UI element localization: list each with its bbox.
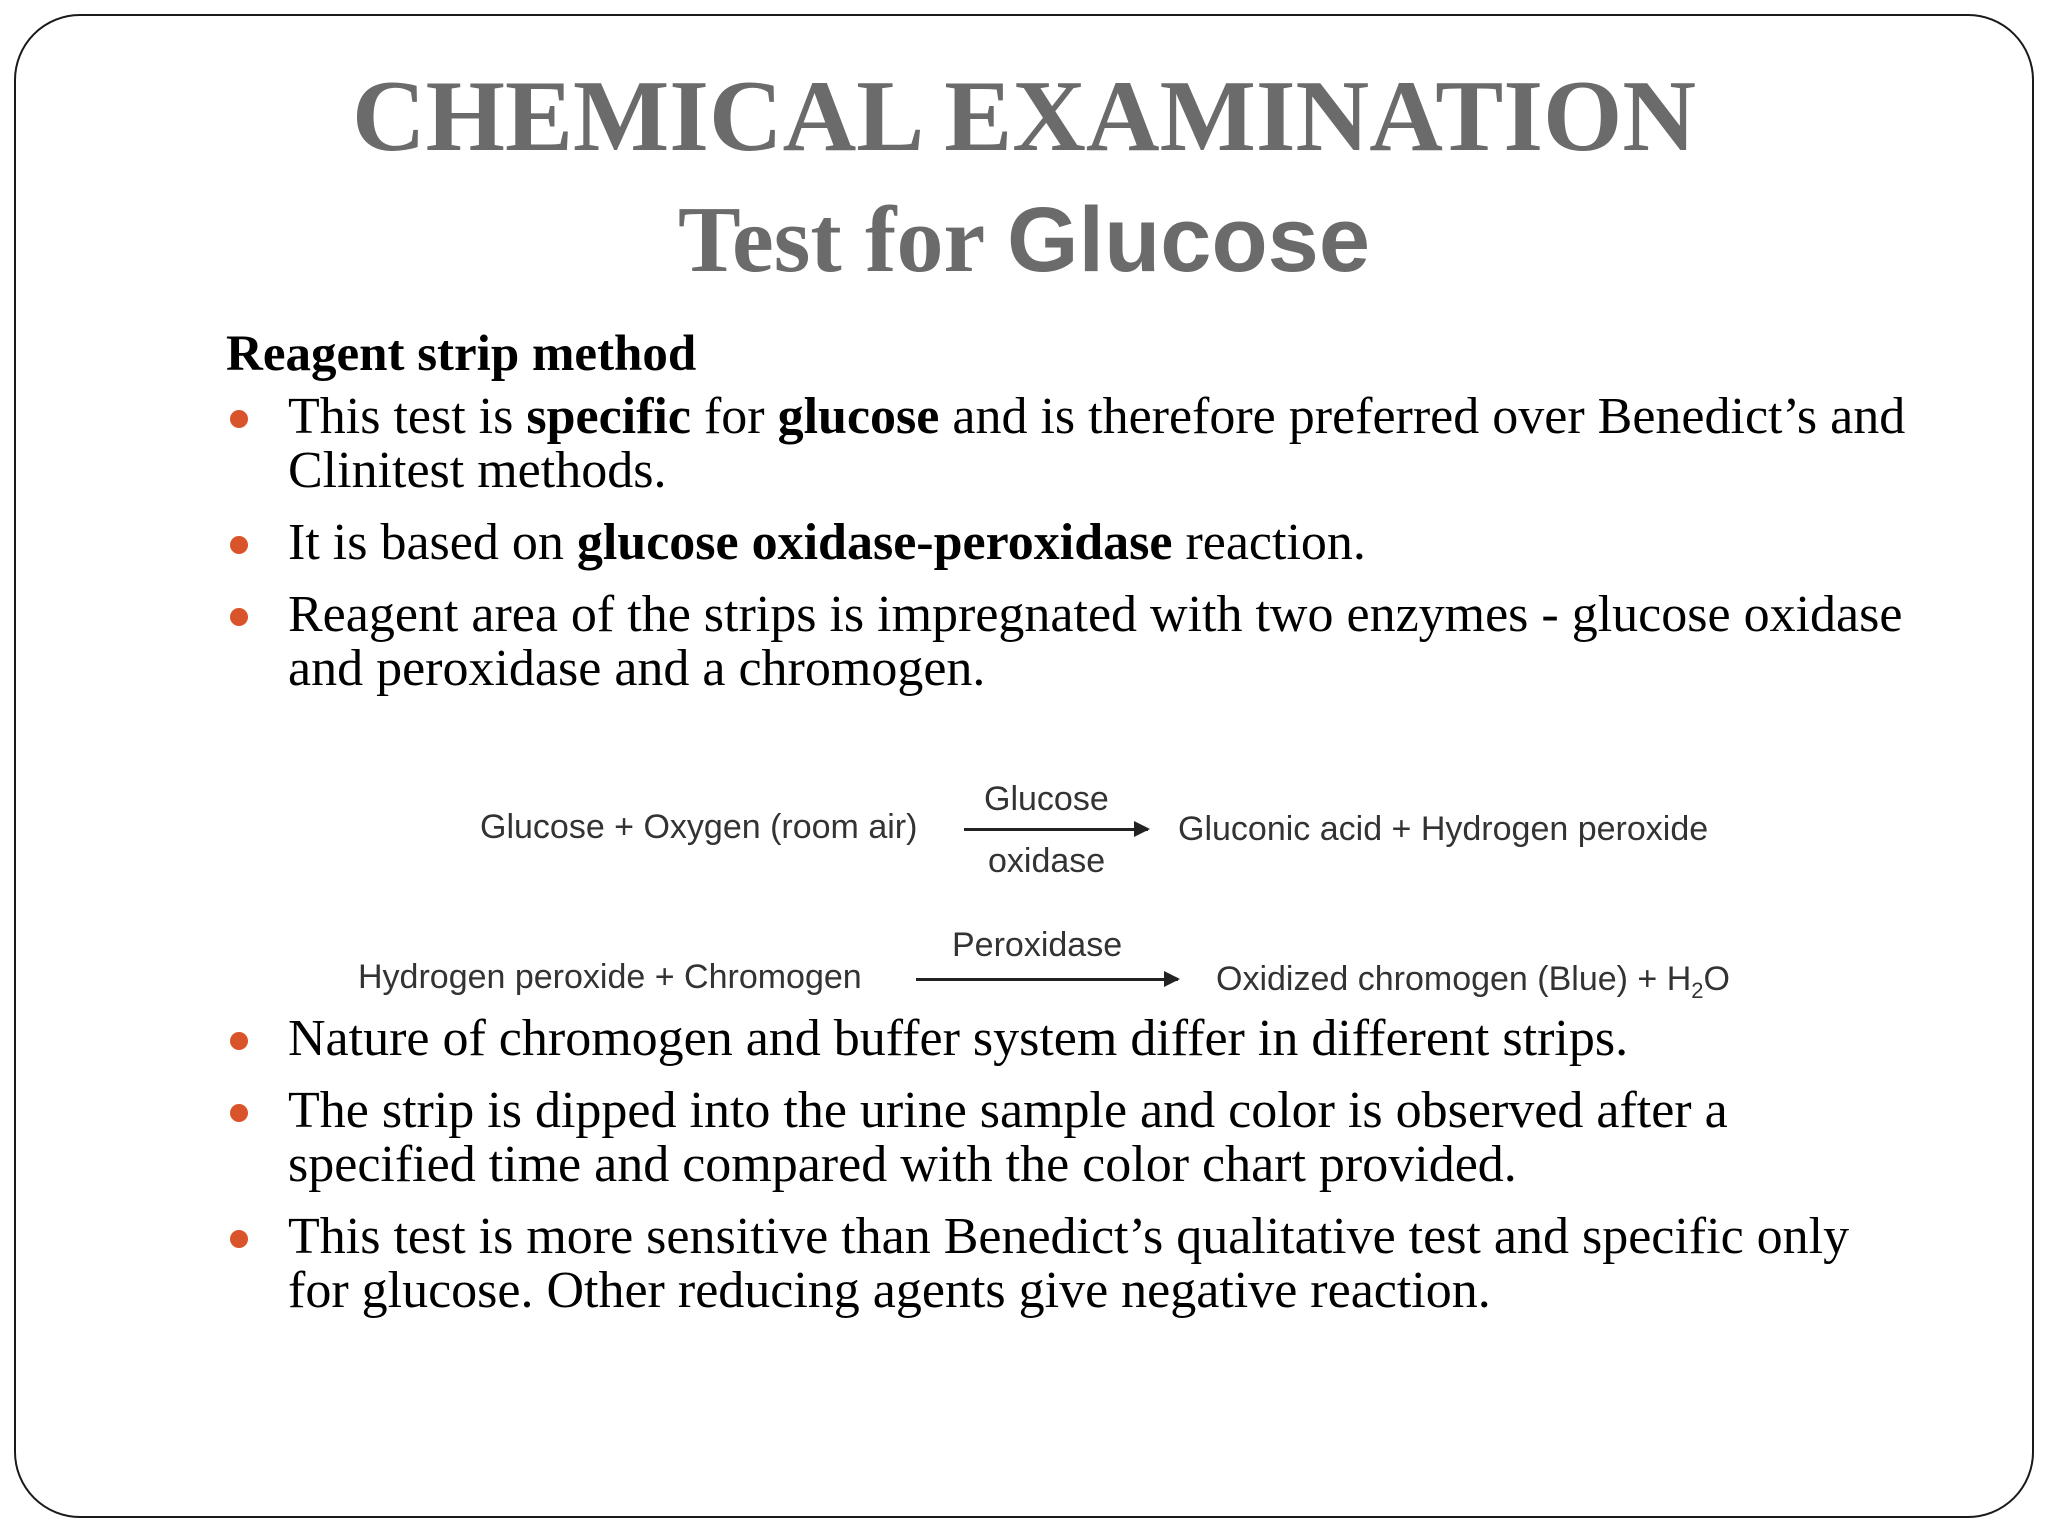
bullet-dot-icon [230, 536, 248, 554]
bullet-dot-icon [230, 410, 248, 428]
reactants: Hydrogen peroxide + Chromogen [358, 958, 862, 996]
bullet-list-top [226, 390, 1906, 696]
bullet-emphasis: glucose [777, 388, 940, 445]
bullet-dot-icon [230, 1104, 248, 1122]
reactants: Glucose + Oxygen (room air) [480, 808, 918, 846]
bullet-text: Reagent area of the strips is impregnated with two enzymes - glucose oxidase and peroxidase and a chromogen. [288, 586, 1903, 697]
reaction-arrow-icon [916, 978, 1178, 981]
enzyme-label-top: Peroxidase [952, 926, 1123, 964]
enzyme-label-top: Glucose [984, 780, 1109, 818]
bullet-text: It is based on [288, 514, 577, 571]
enzyme-label-bottom: oxidase [988, 842, 1106, 880]
subtitle-keyword: Glucose [1006, 189, 1370, 291]
products-text: Oxidized chromogen (Blue) + H [1216, 960, 1692, 998]
products [1216, 960, 1730, 1004]
bullet-item [226, 516, 1906, 570]
bullet-text: The strip is dipped into the urine sample and color is observed after a specified time and compared with the color chart provided. [288, 1082, 1728, 1193]
section-heading: Reagent strip method [226, 326, 697, 382]
slide-title: CHEMICAL EXAMINATION [351, 60, 1697, 173]
subscript: 2 [1691, 977, 1704, 1003]
bullet-dot-icon [230, 608, 248, 626]
reaction-equation-2 [0, 928, 2048, 1008]
bullet-emphasis: glucose oxidase-peroxidase [576, 514, 1173, 571]
bullet-item [226, 1084, 1906, 1192]
bullet-text: for [690, 388, 778, 445]
products: Gluconic acid + Hydrogen peroxide [1178, 810, 1709, 848]
bullet-emphasis: specific [526, 388, 691, 445]
bullet-item [226, 588, 1906, 696]
reaction-equation-1 [0, 782, 2048, 892]
products-text: O [1703, 960, 1730, 998]
bullet-text: Nature of chromogen and buffer system differ in different strips. [288, 1010, 1629, 1067]
bullet-list-bottom [226, 1012, 1906, 1318]
bullet-item [226, 1210, 1906, 1318]
reaction-arrow-icon [964, 828, 1148, 831]
content-bottom [226, 1012, 1906, 1336]
subtitle-prefix: Test for [677, 188, 984, 292]
bullet-text: This test is [288, 388, 527, 445]
bullet-item [226, 390, 1906, 498]
content-top [226, 324, 1906, 714]
bullet-dot-icon [230, 1230, 248, 1248]
bullet-text: and is therefore preferred over Benedict’s and Clinitest methods. [288, 388, 1906, 499]
bullet-text: This test is more sensitive than Benedict’s qualitative test and specific only for glucose. Other reducing agents give negative reaction. [288, 1208, 1850, 1319]
bullet-text: reaction. [1172, 514, 1366, 571]
bullet-item [226, 1012, 1906, 1066]
bullet-dot-icon [230, 1032, 248, 1050]
slide-subtitle [0, 188, 2048, 292]
